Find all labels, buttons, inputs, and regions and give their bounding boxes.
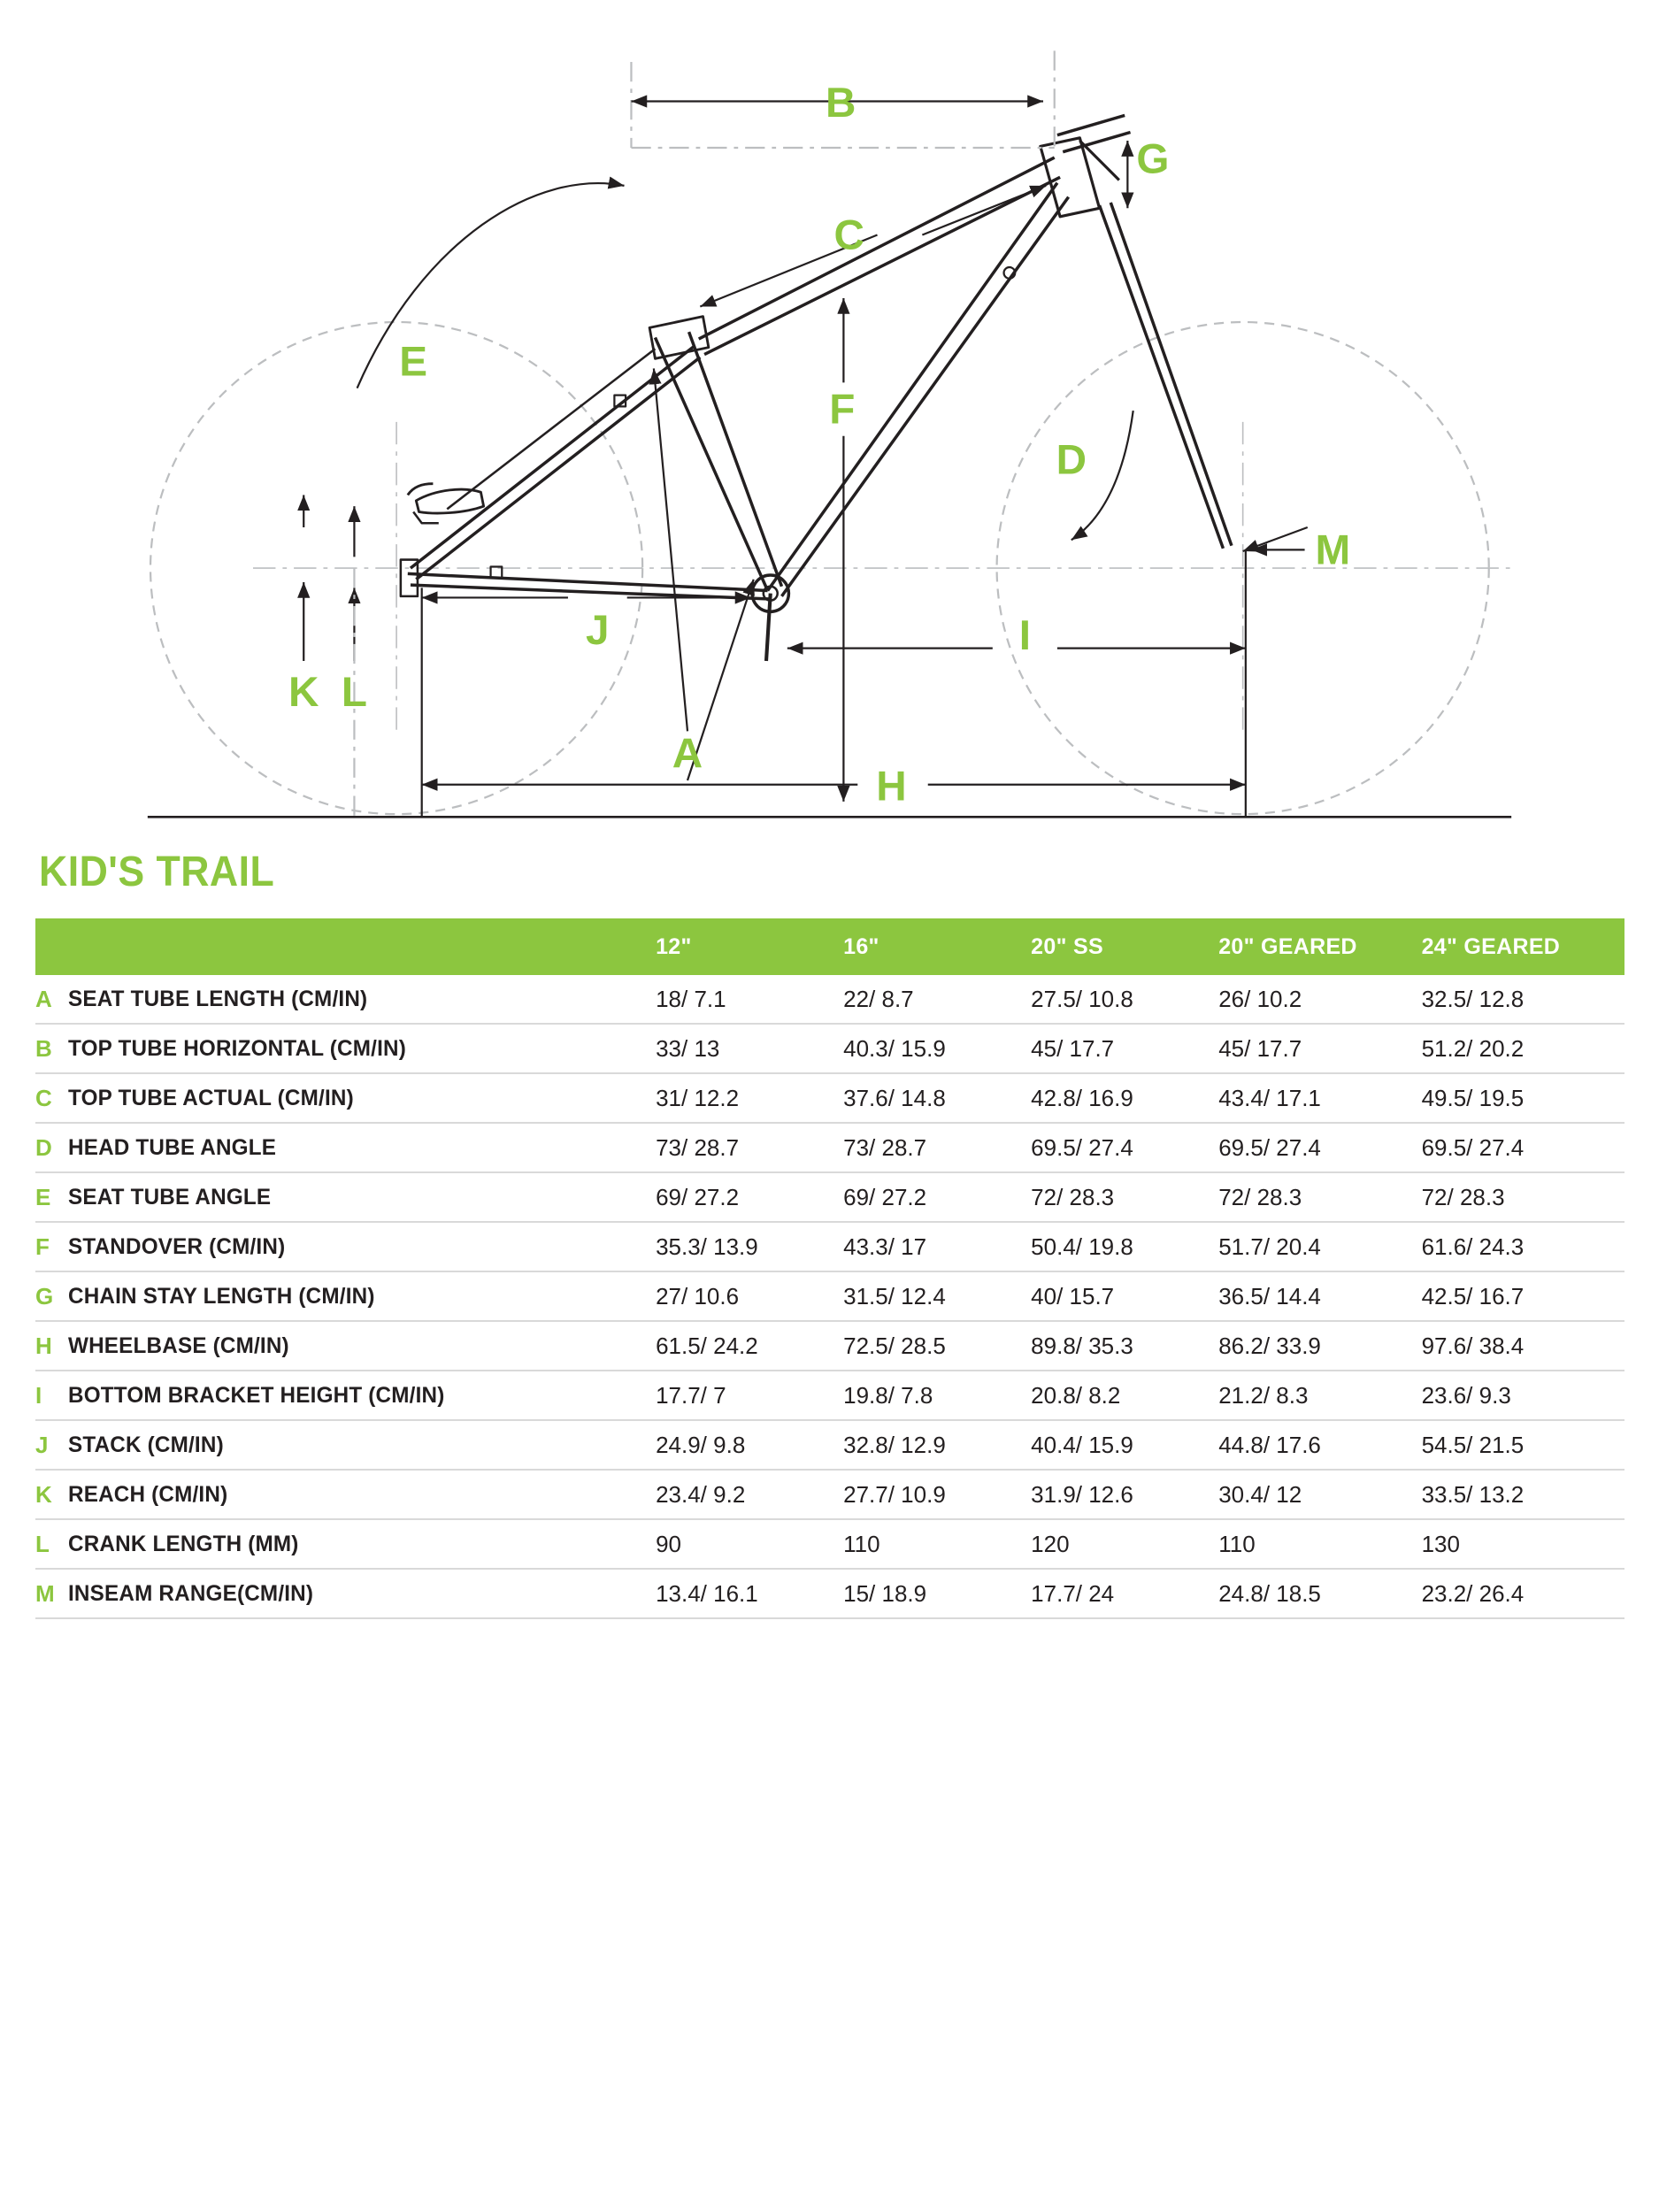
col-header-16: 16": [843, 918, 1031, 975]
row-value: 32.5/ 12.8: [1422, 975, 1624, 1024]
col-header-24geared: 24" GEARED: [1422, 918, 1624, 975]
row-value: 24.9/ 9.8: [656, 1420, 843, 1470]
col-header-12: 12": [656, 918, 843, 975]
row-value: 31.5/ 12.4: [843, 1271, 1031, 1321]
row-value: 33/ 13: [656, 1024, 843, 1073]
row-value: 61.5/ 24.2: [656, 1321, 843, 1371]
row-value: 27.5/ 10.8: [1031, 975, 1218, 1024]
table-header: [35, 918, 1624, 975]
row-value: 130: [1422, 1519, 1624, 1569]
row-label: TOP TUBE HORIZONTAL (CM/IN): [68, 1024, 638, 1073]
row-value: 86.2/ 33.9: [1218, 1321, 1421, 1371]
row-value: 69.5/ 27.4: [1422, 1123, 1624, 1172]
row-label: REACH (CM/IN): [68, 1470, 638, 1519]
callout-K: K: [288, 668, 319, 716]
bike-frame: [401, 115, 1232, 661]
row-value: 110: [843, 1519, 1031, 1569]
row-key: F: [35, 1222, 68, 1271]
row-value: 17.7/ 7: [656, 1371, 843, 1420]
row-value: 35.3/ 13.9: [656, 1222, 843, 1271]
row-value: 33.5/ 13.2: [1422, 1470, 1624, 1519]
row-key: H: [35, 1321, 68, 1371]
col-header-20ss: 20" SS: [1031, 918, 1218, 975]
row-value: 61.6/ 24.3: [1422, 1222, 1624, 1271]
callout-H: H: [876, 763, 907, 810]
row-value: 43.3/ 17: [843, 1222, 1031, 1271]
row-value: 37.6/ 14.8: [843, 1073, 1031, 1123]
row-value: 13.4/ 16.1: [656, 1569, 843, 1618]
row-value: 72/ 28.3: [1218, 1172, 1421, 1222]
row-key: D: [35, 1123, 68, 1172]
row-value: 31/ 12.2: [656, 1073, 843, 1123]
row-value: 27/ 10.6: [656, 1271, 843, 1321]
callout-F: F: [829, 386, 856, 434]
callout-G: G: [1136, 135, 1170, 183]
table-row: [35, 1569, 1624, 1618]
row-label: CRANK LENGTH (MM): [68, 1519, 638, 1569]
callout-L: L: [341, 668, 367, 716]
row-label: SEAT TUBE LENGTH (CM/IN): [68, 975, 638, 1024]
row-label: STACK (CM/IN): [68, 1420, 638, 1470]
row-label: SEAT TUBE ANGLE: [68, 1172, 638, 1222]
row-value: 26/ 10.2: [1218, 975, 1421, 1024]
row-value: 22/ 8.7: [843, 975, 1031, 1024]
table-row: [35, 1470, 1624, 1519]
row-value: 18/ 7.1: [656, 975, 843, 1024]
row-value: 17.7/ 24: [1031, 1569, 1218, 1618]
row-label: CHAIN STAY LENGTH (CM/IN): [68, 1271, 638, 1321]
row-value: 69.5/ 27.4: [1031, 1123, 1218, 1172]
row-value: 23.2/ 26.4: [1422, 1569, 1624, 1618]
row-value: 32.8/ 12.9: [843, 1420, 1031, 1470]
row-label: BOTTOM BRACKET HEIGHT (CM/IN): [68, 1371, 638, 1420]
bicycle-geometry-diagram: [0, 0, 1659, 849]
callout-M: M: [1315, 526, 1351, 574]
row-value: 27.7/ 10.9: [843, 1470, 1031, 1519]
row-value: 20.8/ 8.2: [1031, 1371, 1218, 1420]
row-label: STANDOVER (CM/IN): [68, 1222, 638, 1271]
row-value: 90: [656, 1519, 843, 1569]
callout-I: I: [1018, 612, 1031, 660]
row-label: INSEAM RANGE(CM/IN): [68, 1569, 638, 1618]
row-value: 31.9/ 12.6: [1031, 1470, 1218, 1519]
row-value: 19.8/ 7.8: [843, 1371, 1031, 1420]
row-value: 40.3/ 15.9: [843, 1024, 1031, 1073]
row-value: 69/ 27.2: [843, 1172, 1031, 1222]
row-label: HEAD TUBE ANGLE: [68, 1123, 638, 1172]
row-value: 51.7/ 20.4: [1218, 1222, 1421, 1271]
row-key: G: [35, 1271, 68, 1321]
row-key: I: [35, 1371, 68, 1420]
table-row: [35, 1123, 1624, 1172]
callout-J: J: [586, 606, 610, 654]
row-value: 89.8/ 35.3: [1031, 1321, 1218, 1371]
row-key: B: [35, 1024, 68, 1073]
row-value: 54.5/ 21.5: [1422, 1420, 1624, 1470]
table-header-row: [35, 918, 1624, 975]
col-header-20geared: 20" GEARED: [1218, 918, 1421, 975]
row-value: 42.5/ 16.7: [1422, 1271, 1624, 1321]
row-key: K: [35, 1470, 68, 1519]
table-row: [35, 1420, 1624, 1470]
row-value: 15/ 18.9: [843, 1569, 1031, 1618]
table-row: [35, 975, 1624, 1024]
row-value: 72/ 28.3: [1422, 1172, 1624, 1222]
row-key: J: [35, 1420, 68, 1470]
row-value: 69/ 27.2: [656, 1172, 843, 1222]
row-value: 42.8/ 16.9: [1031, 1073, 1218, 1123]
callout-D: D: [1056, 436, 1087, 484]
row-label: TOP TUBE ACTUAL (CM/IN): [68, 1073, 638, 1123]
table-row: [35, 1321, 1624, 1371]
row-value: 30.4/ 12: [1218, 1470, 1421, 1519]
table-row: [35, 1024, 1624, 1073]
row-value: 50.4/ 19.8: [1031, 1222, 1218, 1271]
row-value: 40/ 15.7: [1031, 1271, 1218, 1321]
row-value: 97.6/ 38.4: [1422, 1321, 1624, 1371]
row-label: WHEELBASE (CM/IN): [68, 1321, 638, 1371]
col-header-key: [35, 918, 68, 975]
row-key: A: [35, 975, 68, 1024]
row-value: 43.4/ 17.1: [1218, 1073, 1421, 1123]
row-value: 40.4/ 15.9: [1031, 1420, 1218, 1470]
row-value: 51.2/ 20.2: [1422, 1024, 1624, 1073]
table-row: [35, 1222, 1624, 1271]
row-value: 21.2/ 8.3: [1218, 1371, 1421, 1420]
table-row: [35, 1073, 1624, 1123]
row-value: 45/ 17.7: [1031, 1024, 1218, 1073]
row-value: 110: [1218, 1519, 1421, 1569]
table-body: [35, 975, 1624, 1618]
row-value: 23.6/ 9.3: [1422, 1371, 1624, 1420]
callout-C: C: [833, 211, 864, 259]
callout-B: B: [826, 80, 856, 127]
row-value: 73/ 28.7: [656, 1123, 843, 1172]
row-value: 120: [1031, 1519, 1218, 1569]
table-row: [35, 1519, 1624, 1569]
row-key: C: [35, 1073, 68, 1123]
row-value: 36.5/ 14.4: [1218, 1271, 1421, 1321]
table-row: [35, 1271, 1624, 1321]
row-key: E: [35, 1172, 68, 1222]
col-header-label: [68, 918, 656, 975]
callout-E: E: [399, 338, 428, 386]
dimension-labels: [288, 80, 1350, 810]
row-value: 45/ 17.7: [1218, 1024, 1421, 1073]
row-value: 72/ 28.3: [1031, 1172, 1218, 1222]
row-value: 23.4/ 9.2: [656, 1470, 843, 1519]
page-title: KID'S TRAIL: [39, 849, 275, 895]
row-value: 24.8/ 18.5: [1218, 1569, 1421, 1618]
row-key: L: [35, 1519, 68, 1569]
table-row: [35, 1371, 1624, 1420]
callout-A: A: [672, 730, 703, 778]
row-value: 73/ 28.7: [843, 1123, 1031, 1172]
table-row: [35, 1172, 1624, 1222]
row-value: 44.8/ 17.6: [1218, 1420, 1421, 1470]
row-value: 72.5/ 28.5: [843, 1321, 1031, 1371]
row-value: 49.5/ 19.5: [1422, 1073, 1624, 1123]
geometry-spec-table: [35, 918, 1624, 1619]
row-key: M: [35, 1569, 68, 1618]
row-value: 69.5/ 27.4: [1218, 1123, 1421, 1172]
